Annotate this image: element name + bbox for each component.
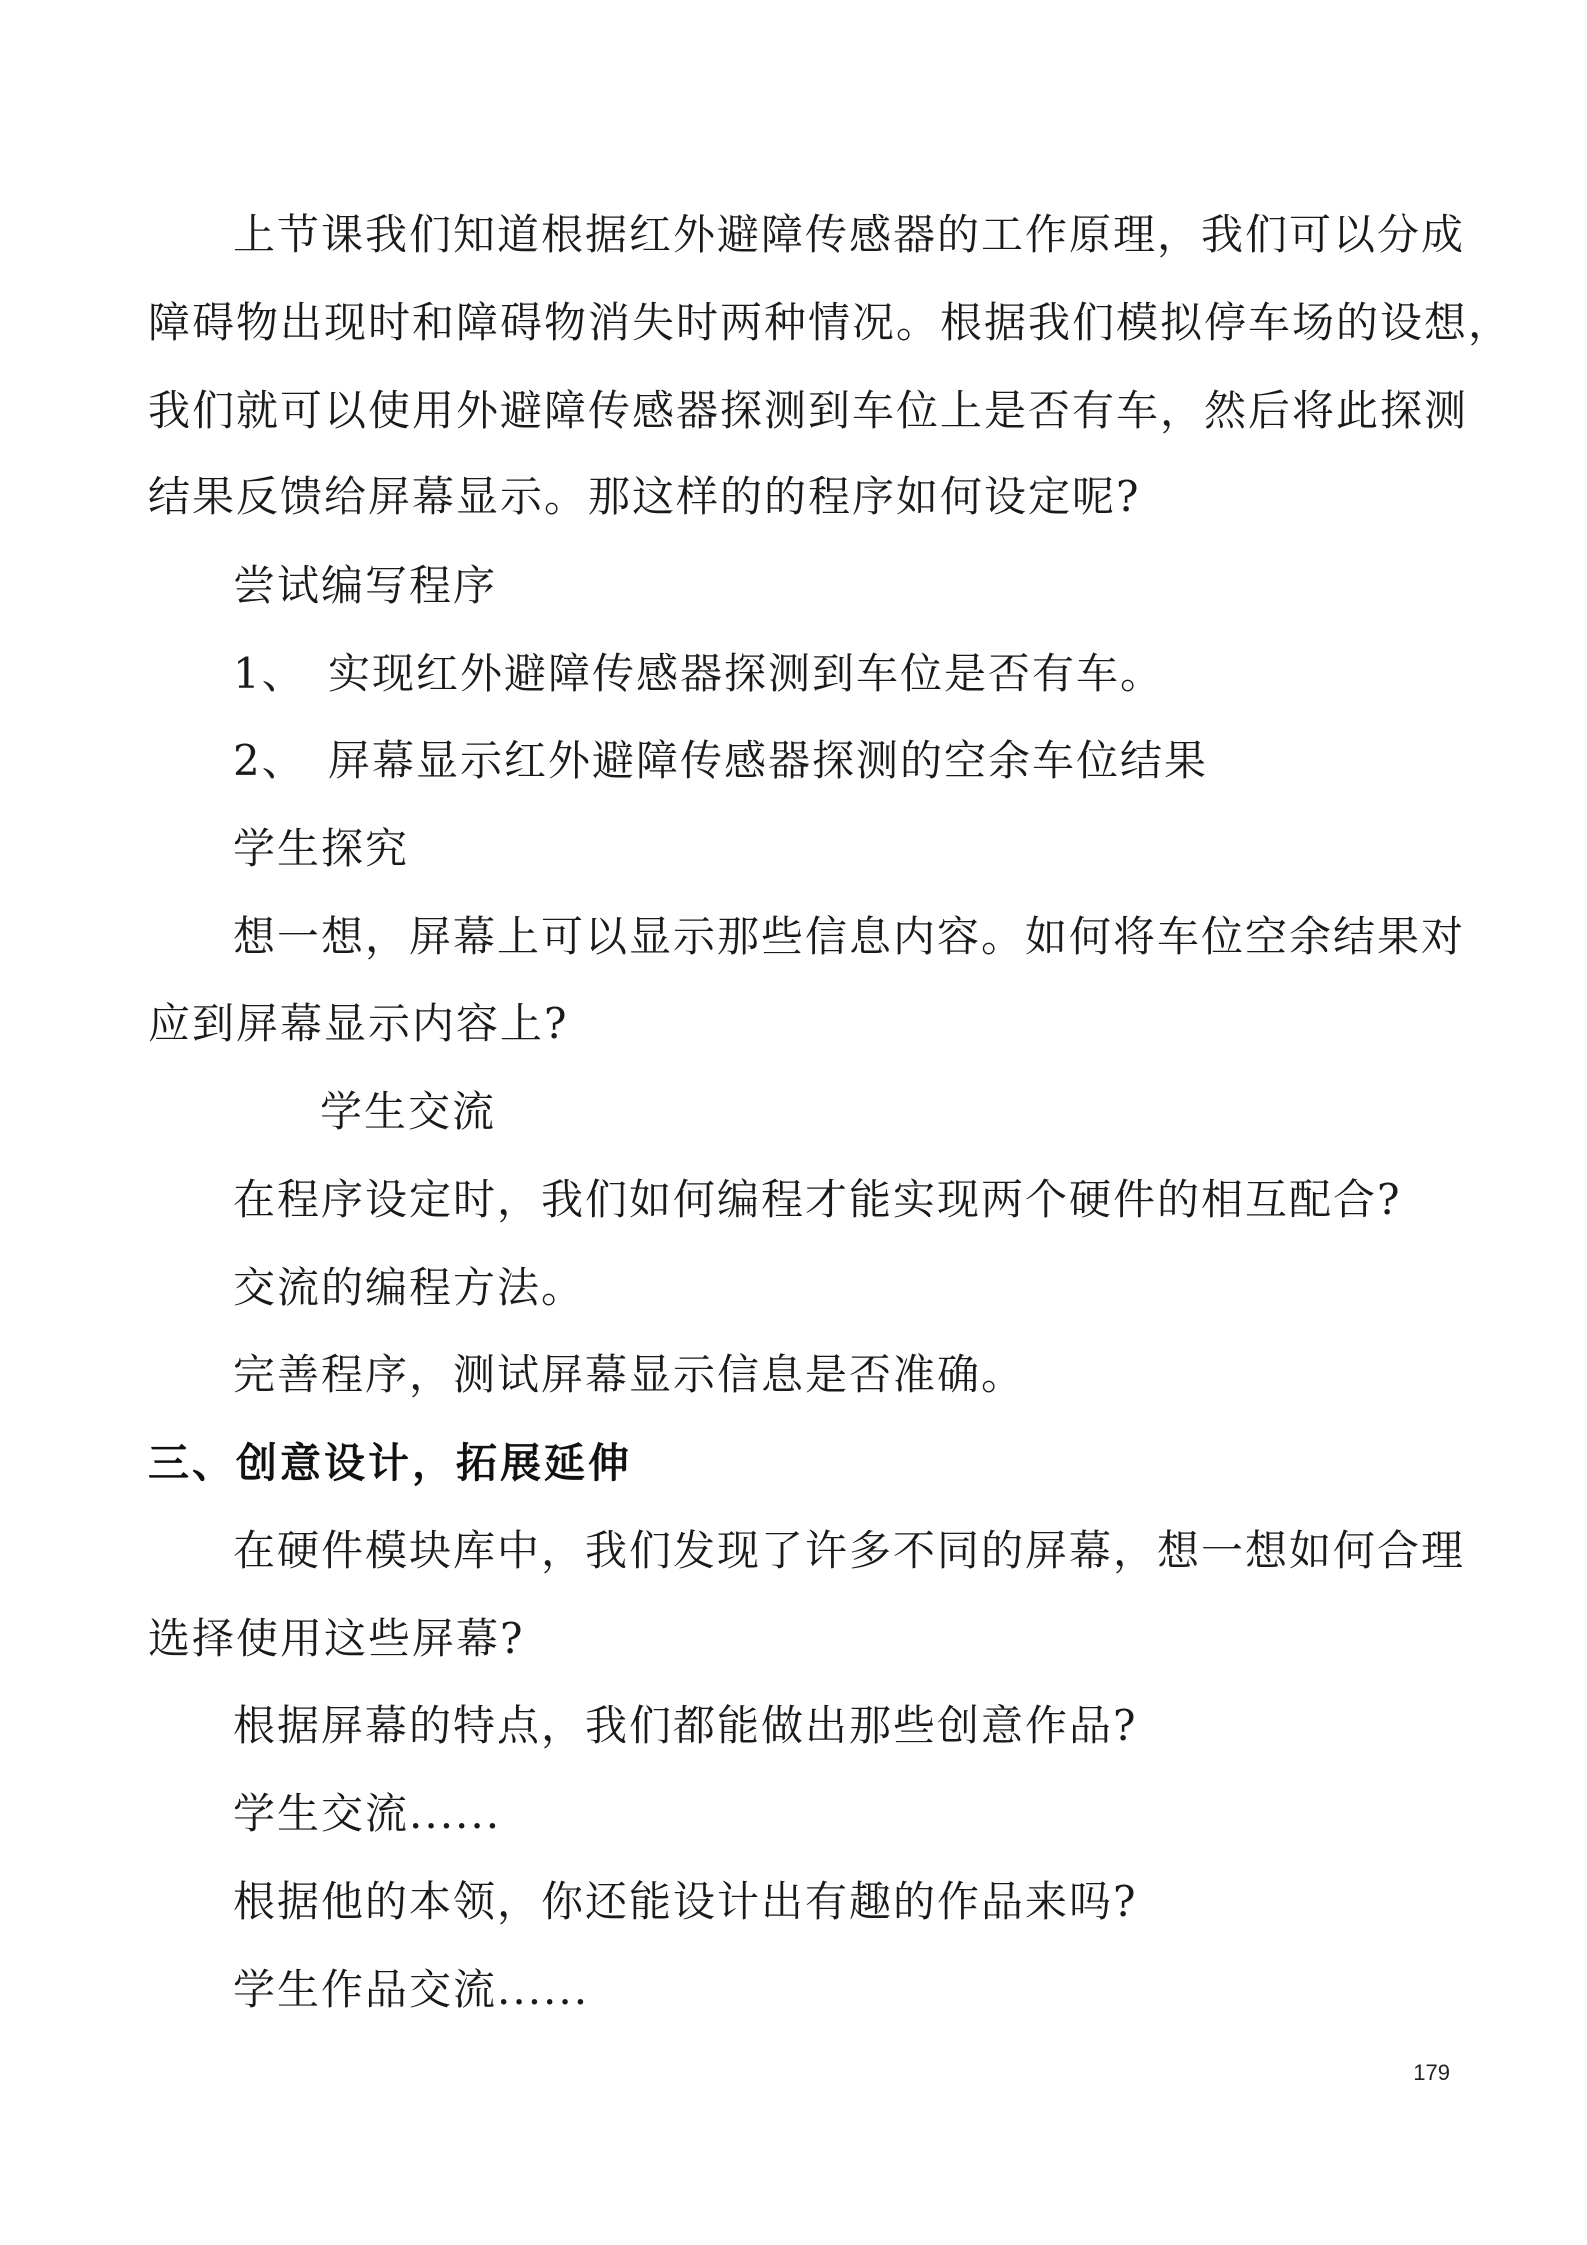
paragraph-line: 上节课我们知道根据红外避障传感器的工作原理，我们可以分成 — [233, 210, 1466, 259]
paragraph-line: 障碍物出现时和障碍物消失时两种情况。根据我们模拟停车场的设想， — [148, 298, 1513, 347]
list-number: 1、 — [233, 649, 306, 698]
paragraph-line: 完善程序，测试屏幕显示信息是否准确。 — [233, 1350, 1026, 1399]
list-number: 2、 — [233, 736, 306, 785]
paragraph-line: 学生探究 — [233, 824, 410, 873]
paragraph-line: 在程序设定时，我们如何编程才能实现两个硬件的相互配合? — [233, 1175, 1402, 1224]
paragraph-line: 根据他的本领，你还能设计出有趣的作品来吗? — [233, 1877, 1138, 1926]
paragraph-line: 根据屏幕的特点，我们都能做出那些创意作品? — [233, 1701, 1138, 1750]
paragraph-line: 学生作品交流...... — [233, 1965, 590, 2014]
paragraph-line: 选择使用这些屏幕? — [148, 1614, 525, 1663]
paragraph-line: 我们就可以使用外避障传感器探测到车位上是否有车，然后将此探测 — [148, 386, 1469, 435]
list-item — [233, 731, 1533, 791]
paragraph-line: 结果反馈给屏幕显示。那这样的的程序如何设定呢? — [148, 472, 1141, 521]
list-item — [233, 644, 1533, 704]
list-item-text: 屏幕显示红外避障传感器探测的空余车位结果 — [328, 736, 1209, 785]
paragraph-line: 交流的编程方法。 — [233, 1263, 586, 1312]
paragraph-line: 学生交流 — [320, 1087, 497, 1136]
paragraph-line: 应到屏幕显示内容上? — [148, 999, 569, 1048]
paragraph-line: 想一想，屏幕上可以显示那些信息内容。如何将车位空余结果对 — [233, 912, 1466, 961]
page-number: 179 — [1413, 2060, 1450, 2085]
section-heading: 三、创意设计，拓展延伸 — [148, 1439, 632, 1487]
list-item-text: 实现红外避障传感器探测到车位是否有车。 — [328, 649, 1165, 698]
paragraph-line: 尝试编写程序 — [233, 561, 498, 610]
paragraph-line: 在硬件模块库中，我们发现了许多不同的屏幕，想一想如何合理 — [233, 1526, 1466, 1575]
paragraph-line: 学生交流...... — [233, 1789, 502, 1838]
